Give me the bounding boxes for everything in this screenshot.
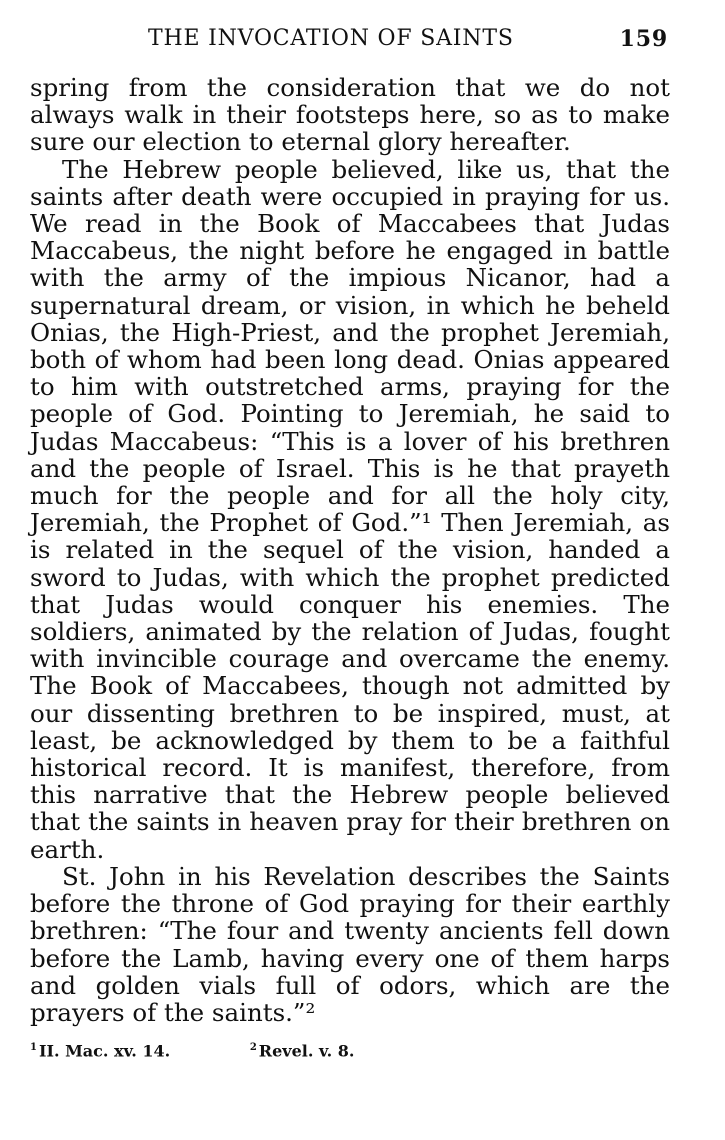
- footnote-text-2: Revel. v. 8.: [258, 1041, 355, 1061]
- footnotes: [30, 1036, 670, 1063]
- running-title: THE INVOCATION OF SAINTS: [148, 26, 514, 51]
- continued-paragraph: spring from the consideration that we do not always walk in their footsteps here, so as to make sure our election to eternal glory hereafter.: [30, 73, 670, 157]
- book-page: [30, 22, 670, 1063]
- footnote-1: [30, 1036, 170, 1063]
- footnote-text-1: II. Mac. xv. 14.: [38, 1041, 171, 1061]
- running-header: [30, 22, 670, 56]
- revelation-paragraph: St. John in his Revelation describes the Saints before the throne of God praying for their earthly brethren: “The four and twenty ancients fell down before the Lamb, having every one of them harps and golden vials full of odors, which are the prayers of the saints.”²: [30, 861, 670, 1027]
- body-text: [30, 74, 670, 1026]
- page-number: 159: [619, 26, 668, 52]
- footnote-mark-2: 2: [249, 1042, 257, 1054]
- hebrew-people-paragraph: The Hebrew people believed, like us, that the saints after death were occupied in praying for us. We read in the Book of Maccabees that Judas Maccabeus, the night before he engaged in battle with the army of the impious Nicanor, had a supernatural dream, or vision, in which he beheld Onias, the High-Priest, and the prophet Jeremiah, both of whom had been long dead. Onias appeared to him with outstretched arms, praying for the people of God. Pointing to Jeremiah, he said to Judas Maccabeus: “This is a lover of his brethren and the people of Israel. This is he that prayeth much for the people and for all the holy city, Jeremiah, the Prophet of God.”¹ Then Jeremiah, as is related in the sequel of the vision, handed a sword to Judas, with which the prophet predicted that Judas would conquer his enemies. The soldiers, animated by the relation of Judas, fought with invincible courage and overcame the enemy. The Book of Maccabees, though not admitted by our dissenting brethren to be inspired, must, at least, be acknowledged by them to be a faithful historical record. It is manifest, therefore, from this narrative that the Hebrew people believed that the saints in heaven pray for their brethren on earth.: [30, 154, 670, 864]
- footnote-2: [250, 1036, 355, 1063]
- footnote-mark-1: 1: [30, 1042, 37, 1054]
